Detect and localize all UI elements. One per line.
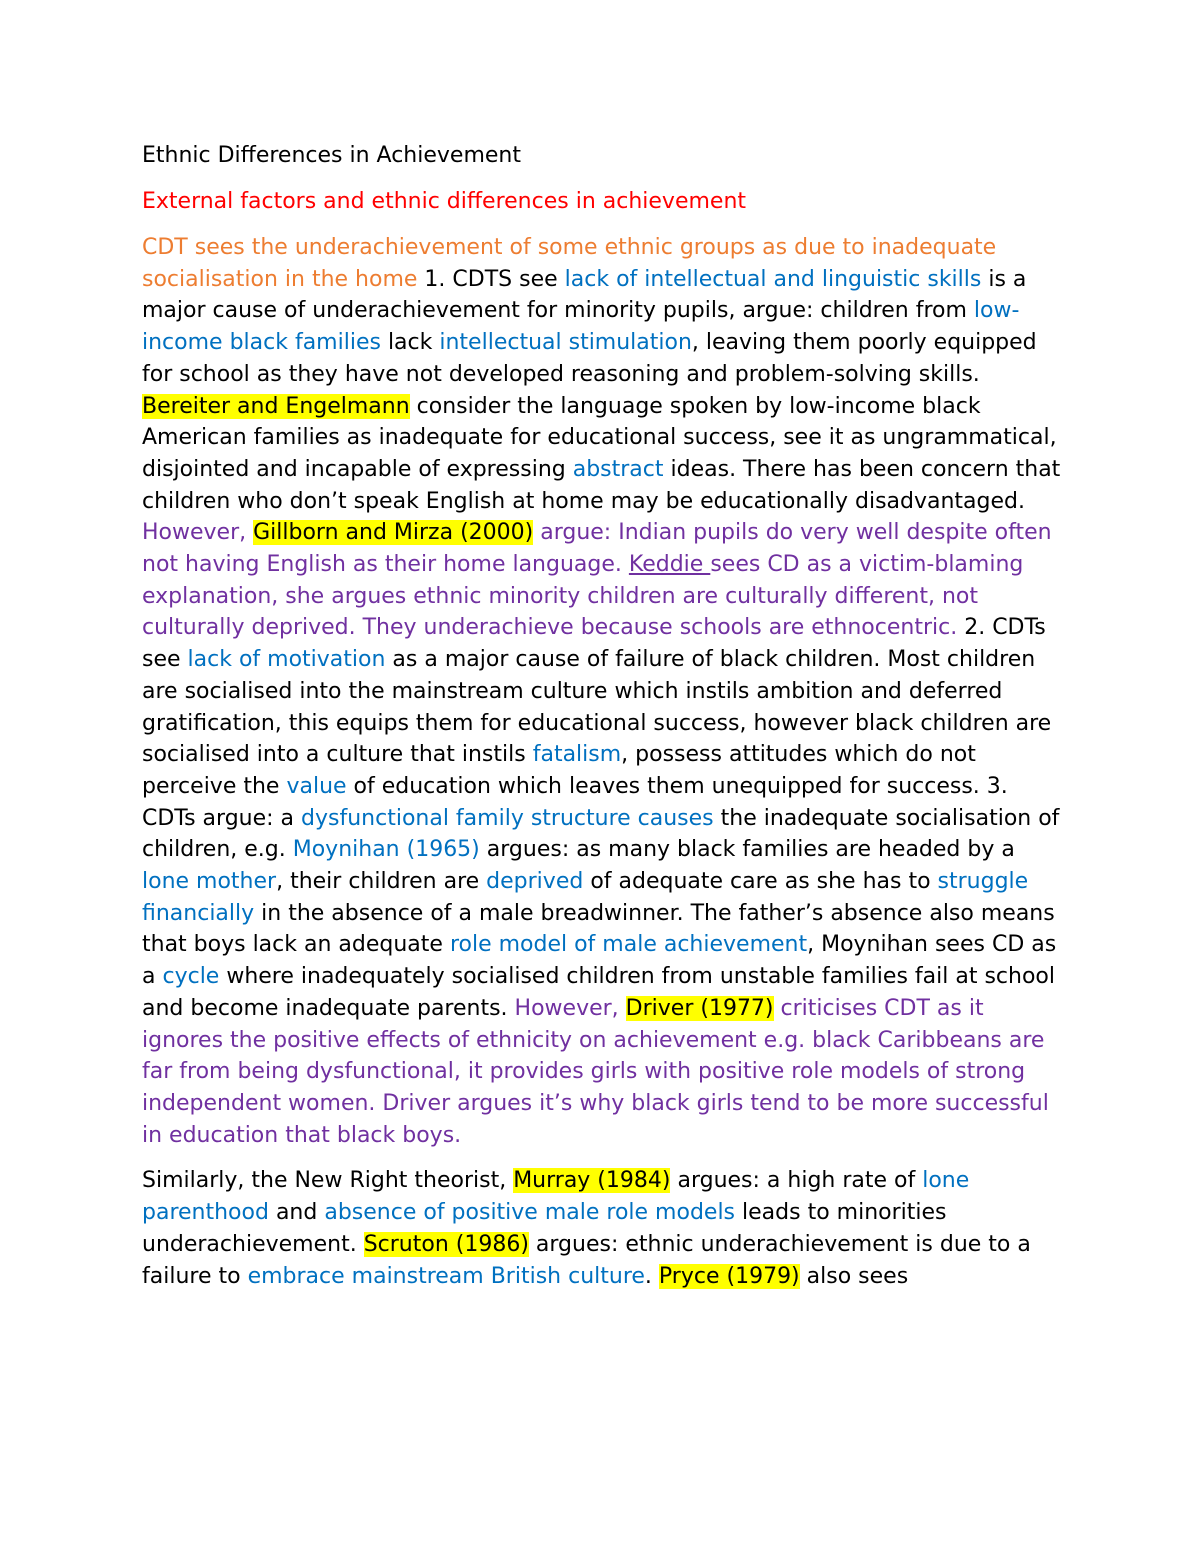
keyword-text: fatalism <box>532 742 622 768</box>
evaluation-text: sees CD as a victim-blaming explanation, she argues ethnic minority children are culturally different, not culturally deprived. They underachieve because schools are ethnocentric. <box>142 552 1024 641</box>
text-run: ideas. There has been concern that children who don’t speak English at home may be educationally disadvantaged. <box>142 456 1061 514</box>
text-run: 1. CDTS see <box>417 266 565 292</box>
keyword-text: struggle financially <box>142 869 1029 926</box>
text-run: Similarly, the New Right theorist, <box>142 1168 514 1194</box>
keyword-text: intellectual stimulation <box>439 330 692 356</box>
evaluation-text: However, <box>142 520 254 546</box>
text-run: as a major cause of failure of black children. Most children are socialised into the mainstream culture which instils ambition and deferred gratification, this equips them for educational success, however black children are socialised into a culture that instils <box>142 647 1052 768</box>
text-run: , Moynihan sees CD as a <box>142 932 1057 990</box>
text-run: of education which leaves them unequipped for success. 3. CDTs argue: a <box>142 773 1008 831</box>
keyword-text: embrace mainstream British culture <box>247 1263 645 1289</box>
body-paragraph-2 <box>142 1165 1067 1292</box>
text-run: in the absence of a male breadwinner. The father’s absence also means that boys lack an adequate <box>142 900 1055 958</box>
keyword-text: value <box>286 773 347 799</box>
underlined-author: Keddie <box>628 552 711 578</box>
text-run: 2. CDTs see <box>142 615 1046 673</box>
keyword-text: lack of motivation <box>187 647 386 673</box>
highlighted-author: Scruton (1986) <box>363 1231 529 1257</box>
highlighted-author: Driver (1977) <box>625 995 774 1021</box>
document-title: Ethnic Differences in Achievement <box>142 143 521 168</box>
section-heading: External factors and ethnic differences in achievement <box>142 189 747 214</box>
text-run: the inadequate socialisation of children, e.g. <box>142 805 1060 863</box>
text-run: lack <box>380 330 440 356</box>
text-run: and <box>268 1200 325 1226</box>
text-run: argues: as many black families are headed by a <box>479 837 1015 863</box>
keyword-text: low-income black families <box>142 298 1020 356</box>
keyword-text: deprived <box>486 869 584 895</box>
text-run: argues: a high rate of <box>670 1168 923 1194</box>
keyword-text: Moynihan (1965) <box>292 837 480 863</box>
text-run: consider the language spoken by low-income black American families as inadequate for educational success, see it as ungrammatical, disjointed and incapable of expressing <box>142 393 1057 482</box>
text-run: leads to minorities underachievement. <box>142 1200 947 1257</box>
keyword-text: cycle <box>162 964 220 990</box>
text-run: also sees <box>799 1263 909 1289</box>
intro-text: CDT sees the underachievement of some ethnic groups as due to inadequate socialisation in the home <box>142 235 997 292</box>
evaluation-text: criticises CDT as it ignores the positive effects of ethnicity on achievement e.g. black Caribbeans are far from being dysfunctional, it provides girls with positive role models of strong independent women. Driver argues it’s why black girls tend to be more successful in education that black boys. <box>142 995 1049 1148</box>
body-paragraph-1 <box>142 232 1067 1151</box>
keyword-text: absence of positive male role models <box>324 1200 736 1226</box>
keyword-text: abstract <box>572 456 664 482</box>
keyword-text: lack of intellectual and linguistic skills <box>564 266 982 292</box>
highlighted-author: Murray (1984) <box>513 1168 671 1194</box>
text-run: , leaving them poorly equipped for school as they have not developed reasoning and problem-solving skills. <box>142 330 1037 387</box>
highlighted-author: Gillborn and Mirza (2000) <box>253 520 534 546</box>
highlighted-author: Bereiter and Engelmann <box>142 393 410 419</box>
document-page <box>142 140 1067 1306</box>
text-run: is a major cause of underachievement for minority pupils, argue: children from <box>142 266 1027 324</box>
text-run: where inadequately socialised children from unstable families fail at school and become inadequate parents. <box>142 964 1055 1021</box>
text-run: , possess attitudes which do not perceive the <box>142 742 976 799</box>
evaluation-text: argue: Indian pupils do very well despite often not having English as their home language. <box>142 520 1052 578</box>
text-run: . <box>644 1263 659 1289</box>
text-run: of adequate care as she has to <box>583 869 938 895</box>
keyword-text: role model of male achievement <box>449 932 808 958</box>
evaluation-text: However, <box>514 995 626 1021</box>
keyword-text: lone parenthood <box>142 1168 970 1226</box>
text-run: argues: ethnic underachievement is due to a failure to <box>142 1231 1031 1289</box>
keyword-text: dysfunctional family structure causes <box>301 805 714 831</box>
keyword-text: lone mother <box>142 869 277 895</box>
highlighted-author: Pryce (1979) <box>658 1263 800 1289</box>
text-run: , their children are <box>276 869 487 895</box>
